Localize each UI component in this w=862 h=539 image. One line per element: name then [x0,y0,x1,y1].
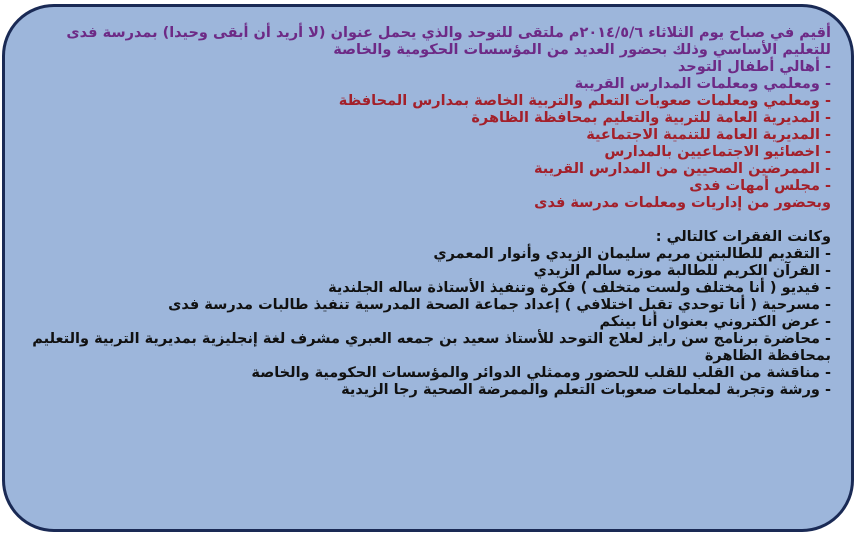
intro-paragraph: أقيم في صباح يوم الثلاثاء ٢٠١٤/٥/٦م ملتقى للتوحد والذي يحمل عنوان (لا أريد أن أبقى وحيدا) بمدرسة فدى للتعليم الأساسي وذلك بحضور العديد من المؤسسات الحكومية والخاصة [66,25,831,58]
program-item: - مسرحية ( أنا توحدي تقبل اختلافي ) إعداد جماعة الصحة المدرسية تنفيذ طالبات مدرسة فدى [168,297,831,313]
attendee-item: وبحضور من إداريات ومعلمات مدرسة فدى [534,195,831,211]
attendee-item: - الممرضين الصحيين من المدارس القريبة [533,161,831,177]
program-item: - عرض الكتروني بعنوان أنا بينكم [599,314,831,330]
announcement-content [23,25,831,399]
attendee-item: - أهالي أطفال التوحد [677,59,831,75]
program-item: - القرآن الكريم للطالبة موزه سالم الزيدي [533,263,831,279]
attendee-item: - المديرية العامة للتربية والتعليم بمحافظة الظاهرة [471,110,831,126]
program-item: - فيديو ( أنا مختلف ولست متخلف ) فكرة وتنفيذ الأستاذة ساله الجلندية [328,280,831,296]
program-item: - محاضرة برنامج سن رايز لعلاج التوحد للأستاذ سعيد بن جمعه العبري مشرف لغة إنجليزية بمديرية التربية والتعليم بمحافظة الظاهرة [32,331,831,364]
program-list [23,246,831,399]
program-item: - ورشة وتجربة لمعلمات صعوبات التعلم والممرضة الصحية رجا الزيدية [341,382,831,398]
attendee-item: - اخصائيو الاجتماعيين بالمدارس [604,144,831,160]
program-item: - مناقشة من القلب للقلب للحضور وممثلي الدوائر والمؤسسات الحكومية والخاصة [251,365,831,381]
announcement-card [2,4,854,532]
attendee-item: - المديرية العامة للتنمية الاجتماعية [586,127,831,143]
section-spacer [23,212,831,229]
program-heading: وكانت الفقرات كالتالي : [655,229,831,245]
attendee-item: - ومعلمي ومعلمات المدارس القريبة [574,76,831,92]
attendees-list [23,59,831,212]
program-item: - التقديم للطالبتين مريم سليمان الزيدي وأنوار المعمري [433,246,831,262]
attendee-item: - مجلس أمهات فدى [689,178,831,194]
attendee-item: - ومعلمي ومعلمات صعوبات التعلم والتربية الخاصة بمدارس المحافظة [338,93,831,109]
